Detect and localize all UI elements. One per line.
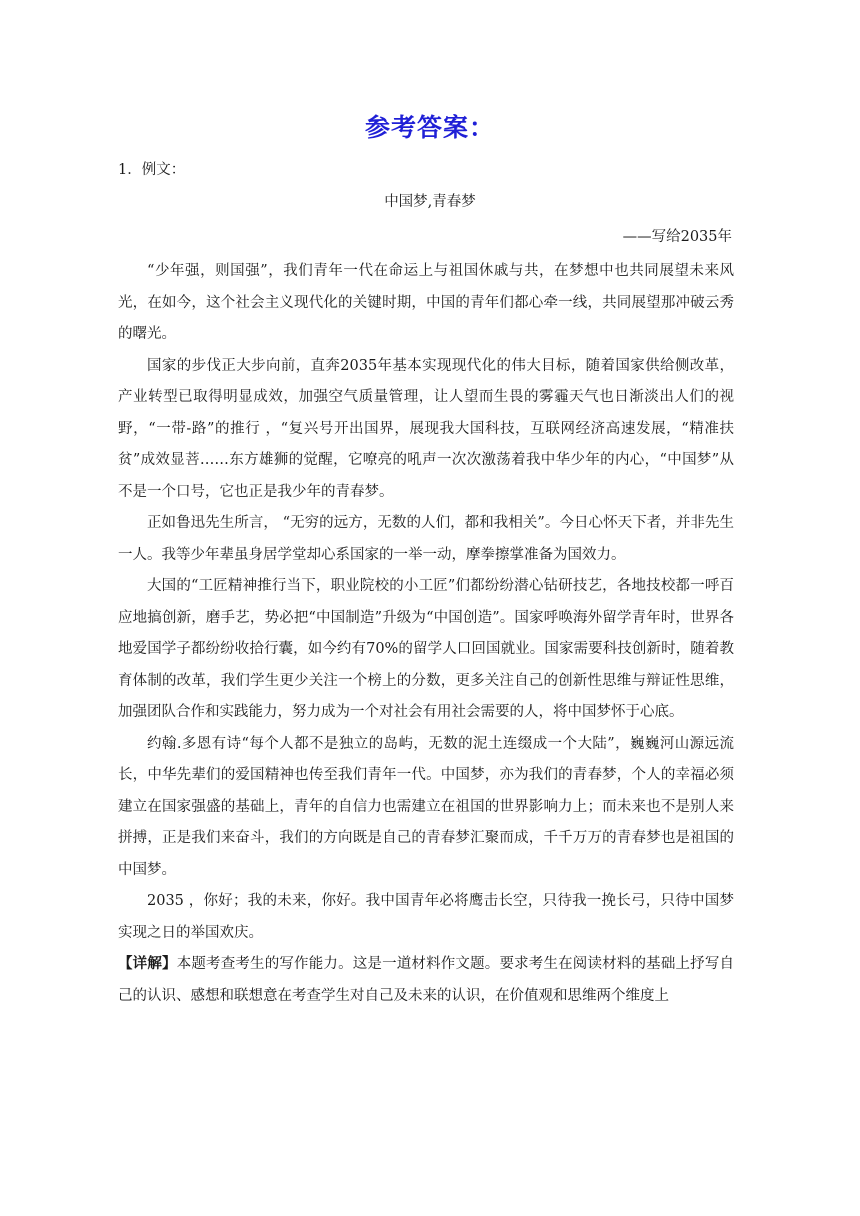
essay-paragraph: 约翰.多恩有诗“每个人都不是独立的岛屿，无数的泥土连缀成一个大陆”，巍巍河山源远流长，中华先辈们的爱国精神也传至我们青年一代。中国梦，亦为我们的青春梦，个人的幸福必须建立在国家强盛的基础上，青年的自信力也需建立在祖国的世界影响力上；而未来也不是别人来拼搏，正是我们来奋斗，我们的方向既是自己的青春梦汇聚而成，千千万万的青春梦也是祖国的中国梦。 xyxy=(118,735,734,878)
detail-paragraph xyxy=(118,949,734,1012)
essay-dedication: ——写给2035年 xyxy=(622,229,732,245)
essay-paragraph: 正如鲁迅先生所言， “无穷的远方，无数的人们，都和我相关”。今日心怀天下者，并非先生一人。我等少年辈虽身居学堂却心系国家的一举一动，摩拳擦掌准备为国效力。 xyxy=(118,515,734,563)
question-label: 1．例文： xyxy=(118,162,186,178)
essay-title: 中国梦,青春梦 xyxy=(384,194,476,210)
answer-heading: 参考答案： xyxy=(364,113,495,142)
essay-body xyxy=(118,256,734,1012)
essay-paragraph: 大国的“工匠精神推行当下，职业院校的小工匠”们都纷纷潜心钻研技艺，各地技校都一呼百应地搞创新，磨手艺，势必把“中国制造”升级为“中国创造”。国家呼唤海外留学青年时，世界各地爱国学子都纷纷收拾行囊，如今约有70%的留学人口回国就业。国家需要科技创新时，随着教育体制的改革，我们学生更少关注一个榜上的分数，更多关注自己的创新性思维与辩证性思维，加强团队合作和实践能力，努力成为一个对社会有用社会需要的人，将中国梦怀于心底。 xyxy=(118,578,734,720)
detail-tag: 【详解】 xyxy=(118,956,177,972)
detail-text: 本题考查考生的写作能力。这是一道材料作文题。要求考生在阅读材料的基础上抒写自己的认识、感想和联想意在考查学生对自己及未来的认识，在价值观和思维两个维度上 xyxy=(118,956,735,1004)
essay-paragraph: 2035 ，你好；我的未来，你好。我中国青年必将鹰击长空，只待我一挽长弓，只待中国梦实现之日的举国欢庆。 xyxy=(118,893,734,941)
essay-paragraph: “少年强，则国强”，我们青年一代在命运上与祖国休戚与共，在梦想中也共同展望未来风光，在如今，这个社会主义现代化的关键时期，中国的青年们都心牵一线，共同展望那冲破云秀的曙光。 xyxy=(118,263,734,342)
essay-paragraph: 国家的步伐正大步向前，直奔2035年基本实现现代化的伟大目标，随着国家供给侧改革，产业转型已取得明显成效，加强空气质量管理，让人望而生畏的雾霾天气也日渐淡出人们的视野，“一带-路”的推行 ，“复兴号开出国界，展现我大国科技，互联网经济高速发展，“精准扶贫”成效显菩……东方雄狮的觉醒，它嘹亮的吼声一次次激荡着我中华少年的内心，“中国梦”从不是一个口号，它也正是我少年的青春梦。 xyxy=(118,357,734,500)
